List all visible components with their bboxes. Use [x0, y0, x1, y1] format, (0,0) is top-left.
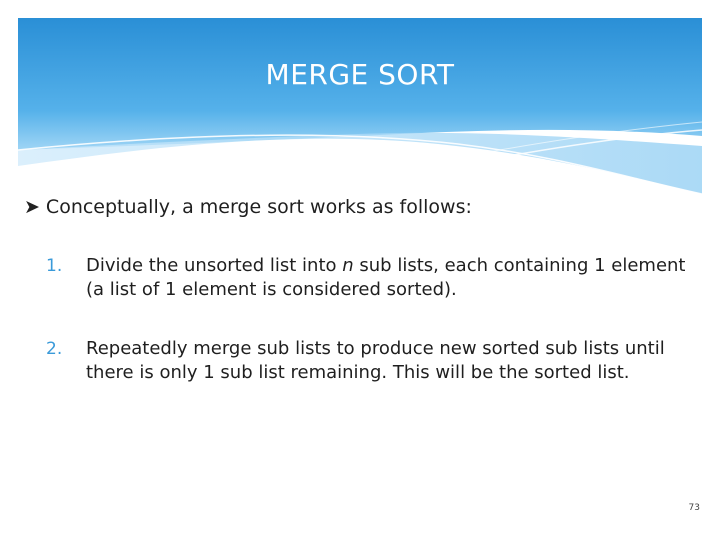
- main-bullet: [24, 196, 704, 218]
- list-item: [46, 337, 706, 385]
- item-number: 1.: [46, 256, 63, 276]
- wave-graphic: [18, 18, 702, 194]
- item-text: [86, 254, 706, 302]
- bullet-text: Conceptually, a merge sort works as follows:: [45, 196, 472, 218]
- item-text-after: sub lists, each containing 1 element (a list of 1 element is considered sorted).: [86, 255, 686, 300]
- item-number: 2.: [46, 339, 63, 359]
- item-text: Repeatedly merge sub lists to produce new sorted sub lists until there is only 1 sub list remaining. This will be the sorted list.: [86, 338, 665, 383]
- item-text-before: Divide the unsorted list into: [86, 255, 343, 276]
- title-banner: [18, 18, 702, 194]
- item-emphasis: n: [342, 255, 354, 276]
- list-item: [46, 254, 706, 302]
- arrow-bullet-icon: ➤: [24, 196, 40, 218]
- slide-title: MERGE SORT: [265, 58, 455, 91]
- page-number: 73: [688, 503, 700, 513]
